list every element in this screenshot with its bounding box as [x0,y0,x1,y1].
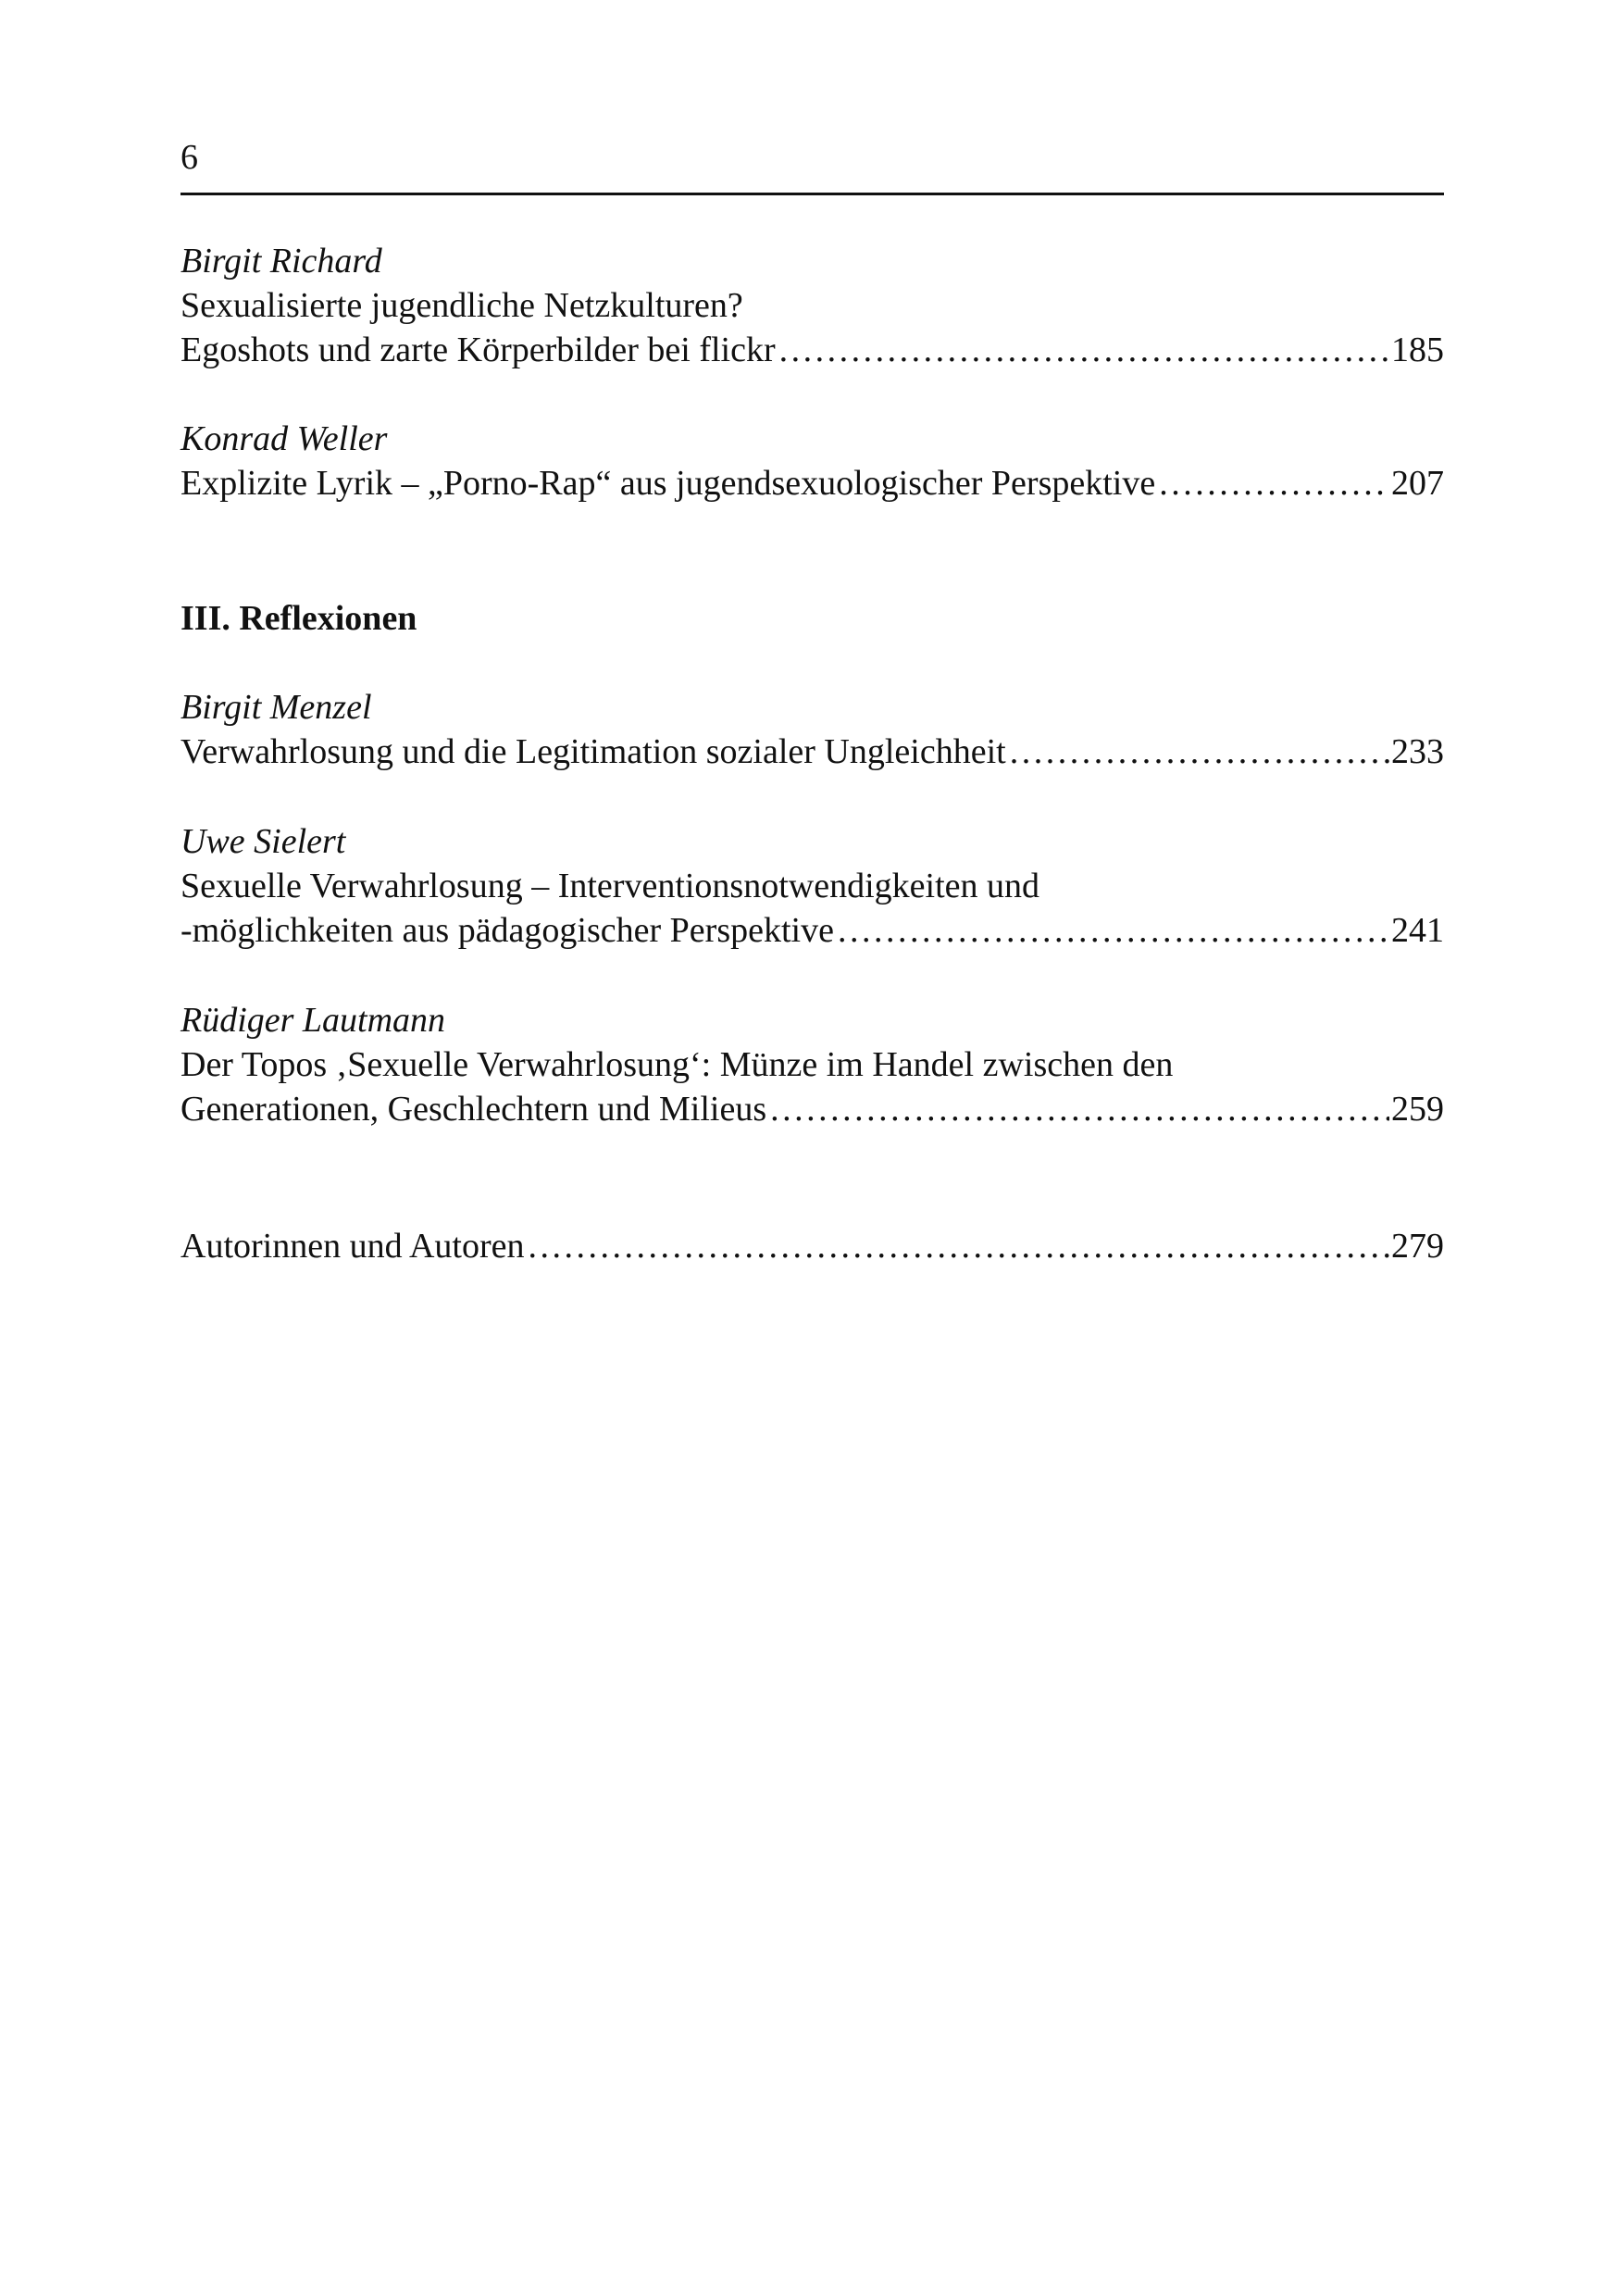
entry-title: Generationen, Geschlechtern und Milieus [180,1090,767,1129]
entry-page-number: 185 [1391,331,1444,369]
entry-title: Egoshots und zarte Körperbilder bei flickr [180,331,776,369]
entry-title: Explizite Lyrik – „Porno-Rap“ aus jugendsexuologischer Perspektive [180,464,1156,503]
section-heading: III. Reflexionen [180,599,417,638]
entry-page-number: 233 [1391,732,1444,771]
entry-title-line: Der Topos ‚Sexuelle Verwahrlosung‘: Münze im Handel zwischen den [180,1045,1174,1084]
toc-entry-lautmann [180,998,1444,1131]
entry-page-number: 241 [1391,911,1444,950]
toc-entry-authors [180,1224,1444,1268]
entry-title-final-line [180,908,1444,953]
entry-title-line: Sexualisierte jugendliche Netzkulturen? [180,286,743,325]
entry-page-number: 207 [1391,464,1444,503]
page-header [180,139,1444,195]
dot-leader [529,1224,1389,1268]
entry-title-line: Sexuelle Verwahrlosung – Interventionsnotwendigkeiten und [180,867,1039,905]
dot-leader [770,1087,1389,1131]
entry-title-final-line [180,1087,1444,1131]
entry-title-final-line [180,461,1444,505]
entry-title: Verwahrlosung und die Legitimation sozialer Ungleichheit [180,732,1006,771]
dot-leader [779,328,1389,372]
entry-title: -möglichkeiten aus pädagogischer Perspektive [180,911,834,950]
page-number: 6 [180,138,198,177]
entry-page-number: 279 [1391,1227,1444,1266]
entry-author: Konrad Weller [180,419,388,458]
entry-title: Autorinnen und Autoren [180,1227,525,1266]
toc-entry-menzel [180,685,1444,774]
dot-leader [838,908,1389,953]
entry-page-number: 259 [1391,1090,1444,1129]
dot-leader [1010,730,1389,774]
entry-title-final-line [180,1224,1444,1268]
entry-title-final-line [180,730,1444,774]
toc-entry-richard [180,239,1444,372]
entry-author: Birgit Menzel [180,688,372,727]
toc-entry-weller [180,417,1444,505]
dot-leader [1159,461,1389,505]
entry-author: Uwe Sielert [180,822,346,861]
entry-author: Rüdiger Lautmann [180,1001,446,1040]
entry-author: Birgit Richard [180,242,382,281]
toc-entry-sielert [180,819,1444,953]
entry-title-final-line [180,328,1444,372]
